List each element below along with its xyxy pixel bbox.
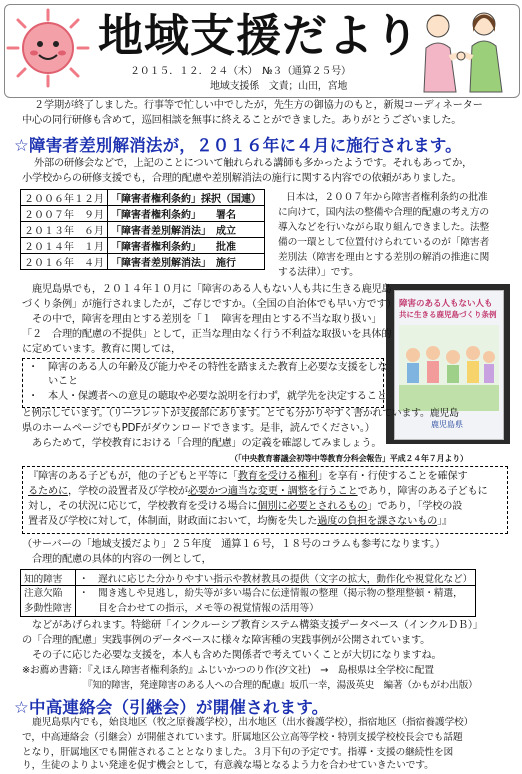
treaty-text-2: に向けて，国内法の整備や合理的配慮の考え方の — [278, 207, 489, 218]
leaflet-title-2: 共に生きる鹿児島づくり条例 — [399, 310, 497, 319]
definition-text: ，学校の設置者及び学校が — [67, 486, 188, 497]
section1-heading: ☆障害者差別解消法が，２０１６年に４月に施行されます。 — [14, 136, 462, 155]
intro-line-2: 中心の同行研修も含めて，巡回相談を無事に終えることができました。ありがとうございました。 — [22, 115, 462, 126]
timeline-item: 「障害者権利条約」 署名 — [108, 206, 265, 222]
support-after-3: その子に応じた必要な支援を，本人も含めた関係者で考えていくことが大切になりますね。 — [32, 650, 442, 661]
section1-body-2: づくり条例」が施行されましたが，ご存じですか。（全国の自治体でも早い方です） — [22, 299, 397, 310]
timeline-row — [21, 238, 265, 254]
section1-body-3: その中で，障害を理由とする差別を「１ 障害を理由とする不当な取り扱い」 — [32, 314, 382, 325]
timeline-row — [21, 222, 265, 238]
definition-text: であり，障害のある子どもに — [357, 486, 488, 497]
timeline-date: ２０１６年 ４月 — [21, 254, 108, 270]
support-reference: （サーバーの「地域支援だより」２５年度 通算１６号，１８号のコラムも参考になります。） — [22, 539, 445, 550]
timeline-row — [21, 190, 265, 206]
leaflet-illustration-icon — [399, 325, 499, 411]
disability-label-line: 注意欠陥 — [24, 588, 63, 599]
disability-label: 知的障害 — [21, 570, 76, 586]
definition-text: 」を享有・行使することを確保す — [317, 471, 468, 482]
accommodation-row — [21, 570, 476, 586]
leaflet-title-1: 障害のある人もない人も — [399, 299, 493, 309]
section1-body-1: 鹿児島県でも，２０１４年１０月に「障害のある人もない人も共に生きる鹿児島 — [32, 284, 392, 295]
timeline-item: 「障害者差別解消法」 成立 — [108, 222, 265, 238]
timeline-date: ２０１３年 ６月 — [21, 222, 108, 238]
example-bullet-1: ・ 障害のある人の年齢及び能力やその特性を踏まえた教育上必要な支援をしな — [28, 362, 388, 373]
section2-heading: ☆中高連絡会（引継会）が開催されます。 — [14, 698, 329, 717]
recommended-book-2: 『知的障害，発達障害のある人への合理的配慮』坂爪一幸，湯汲英史 編著（かもがわ出版） — [22, 680, 478, 691]
treaty-timeline-table — [20, 189, 265, 270]
treaty-text-6: する法律）」です。 — [278, 267, 359, 278]
treaty-text-3: 導入などを行いながら取り組んできました。法整 — [278, 222, 490, 233]
section1-body-4: 「２ 合理的配慮の不提供」として，正当な理由なく行う不利益な取扱いを具体的 — [22, 329, 392, 340]
definition-line-4 — [28, 514, 452, 529]
section1-lead-1: 外部の研修会などで，上記のことについて触れられる講師も多かったようです。それもあってか， — [34, 158, 473, 169]
definition-line-2 — [28, 484, 487, 499]
timeline-date: ２００６年１２月 — [21, 190, 108, 206]
example-bullet-2: ・ 本人・保護者への意見の聴取や必要な説明を行わず，就学先を決定すること — [28, 391, 387, 402]
disability-label-line: 多動性障害 — [24, 603, 72, 614]
definition-underlined: 教育を受ける権利 — [237, 471, 318, 482]
section1-after-1: と例示しています。（リーフレットが支援部にあります。とても分かりやすく書かれています。鹿児島 — [22, 408, 459, 419]
timeline-date: ２０１４年 １月 — [21, 238, 108, 254]
section2-body-2: で，中高連絡会（引継会）が開催されています。肝属地区公立高等学校・特別支援学校校長会でも話題 — [22, 732, 463, 743]
definition-text: 置者及び学校に対して，体制面，財政面において，均衡を失した — [28, 516, 318, 527]
timeline-row — [21, 206, 265, 222]
support-after-2: の「合理的配慮」実践事例のデータベースに様々な障害種の実践事例が公開されています。 — [22, 635, 431, 646]
recommended-book-1: ※お薦め書籍：『えほん障害者権利条約』ふじいかつのり作(汐文社) → 島根県は全学校に配置 — [22, 665, 434, 676]
accommodation-row — [21, 586, 476, 617]
accommodation-text — [75, 586, 475, 617]
people-handshake-icon — [410, 6, 518, 94]
accommodation-text: ・ 遅れに応じた分かりやすい指示や教材教具の提供（文字の拡大，動作化や視覚化など） — [75, 570, 475, 586]
definition-text: 」であり，「学校の設 — [367, 501, 463, 512]
definition-underlined: 個別に必要とされるもの — [257, 501, 368, 512]
definition-text: 対し，その状況に応じて，学校教育を受ける場合に — [28, 501, 258, 512]
accommodation-table — [20, 569, 476, 617]
treaty-text-5: 差別法（障害を理由とする差別の解消の推進に関 — [278, 252, 490, 263]
leaflet-org: 鹿児島県 — [431, 420, 463, 429]
definition-underlined: 過度の負担を課さないもの — [317, 516, 438, 527]
accommodation-text-line: ・ 聞き逃しや見逃し，紛失等が多い場合に伝達情報の整理（掲示物の整理整頓・精選， — [78, 588, 463, 599]
timeline-item: 「障害者権利条約」採択（国連） — [108, 190, 265, 206]
section1-lead-2: 小学校からの研修支援でも，合理的配慮や差別解消法の施行に関する内容での依頼がありました。 — [22, 173, 462, 184]
section1-body-5: に定めています。教育に関しては， — [22, 344, 181, 355]
example-bullet-1-cont: いこと — [28, 376, 78, 387]
treaty-text-1: 日本は，２００７年から障害者権利条約の批准 — [286, 192, 488, 203]
author-line: 地域支援係 文責；山田，宮地 — [210, 81, 348, 92]
definition-text: 『障害のある子どもが，他の子どもと平等に「 — [28, 471, 238, 482]
section2-body-3: となり，肝属地区でも開催されることとなりました。３月下旬の予定です。指導・支援の継続性を図 — [22, 747, 454, 758]
timeline-item: 「障害者差別解消法」 施行 — [108, 254, 265, 270]
definition-line-1 — [28, 469, 467, 484]
support-after-1: などがあげられます。特総研「インクルーシブ教育システム構築支援データベース（インクルＤＢ）」 — [32, 620, 483, 631]
treaty-text-4: 備の一環として位置付けられているのが「障害者 — [278, 237, 490, 248]
section1-after-3: あらためて，学校教育における「合理的配慮」の定義を確認してみましょう。 — [32, 438, 382, 449]
support-lead: 合理的配慮の具体的内容の一例として， — [32, 554, 212, 565]
sun-mascot-icon — [6, 8, 90, 88]
definition-underlined: 必要かつ適当な変更・調整を行うこと — [187, 486, 358, 497]
citation: （「中央教育審議会初等中等教育分科会報告」平成２４年７月より） — [230, 454, 468, 463]
accommodation-text-line: 目を合わせての指示，メモ等の視覚情報の活用等） — [78, 603, 319, 614]
definition-text: 」』 — [437, 516, 452, 527]
page-title: 地域支援だより — [98, 9, 421, 62]
definition-line-3 — [28, 499, 462, 514]
section1-after-2: 県のホームページでもPDFがダウンロードできます。是非，読んでください。） — [22, 423, 375, 434]
section2-body-4: り，生徒のよりよい発達を促す機会として，有意義な場となるよう力を合わせていきたいです。 — [22, 760, 434, 771]
timeline-date: ２００７年 ９月 — [21, 206, 108, 222]
disability-label — [21, 586, 76, 617]
section2-body-1: 鹿児島県内でも，始良地区（牧之原養護学校），出水地区（出水養護学校），指宿地区（指宿養護学校） — [32, 717, 474, 728]
timeline-row — [21, 254, 265, 270]
definition-underlined: るために — [28, 486, 68, 497]
intro-line-1: ２学期が終了しました。行事等で忙しい中でしたが，先生方の御協力のもと，新規コーディネーター — [34, 100, 483, 111]
issue-date: ２０１５．１２．２４（木） №３（通算２５号） — [130, 66, 351, 77]
timeline-item: 「障害者権利条約」 批准 — [108, 238, 265, 254]
